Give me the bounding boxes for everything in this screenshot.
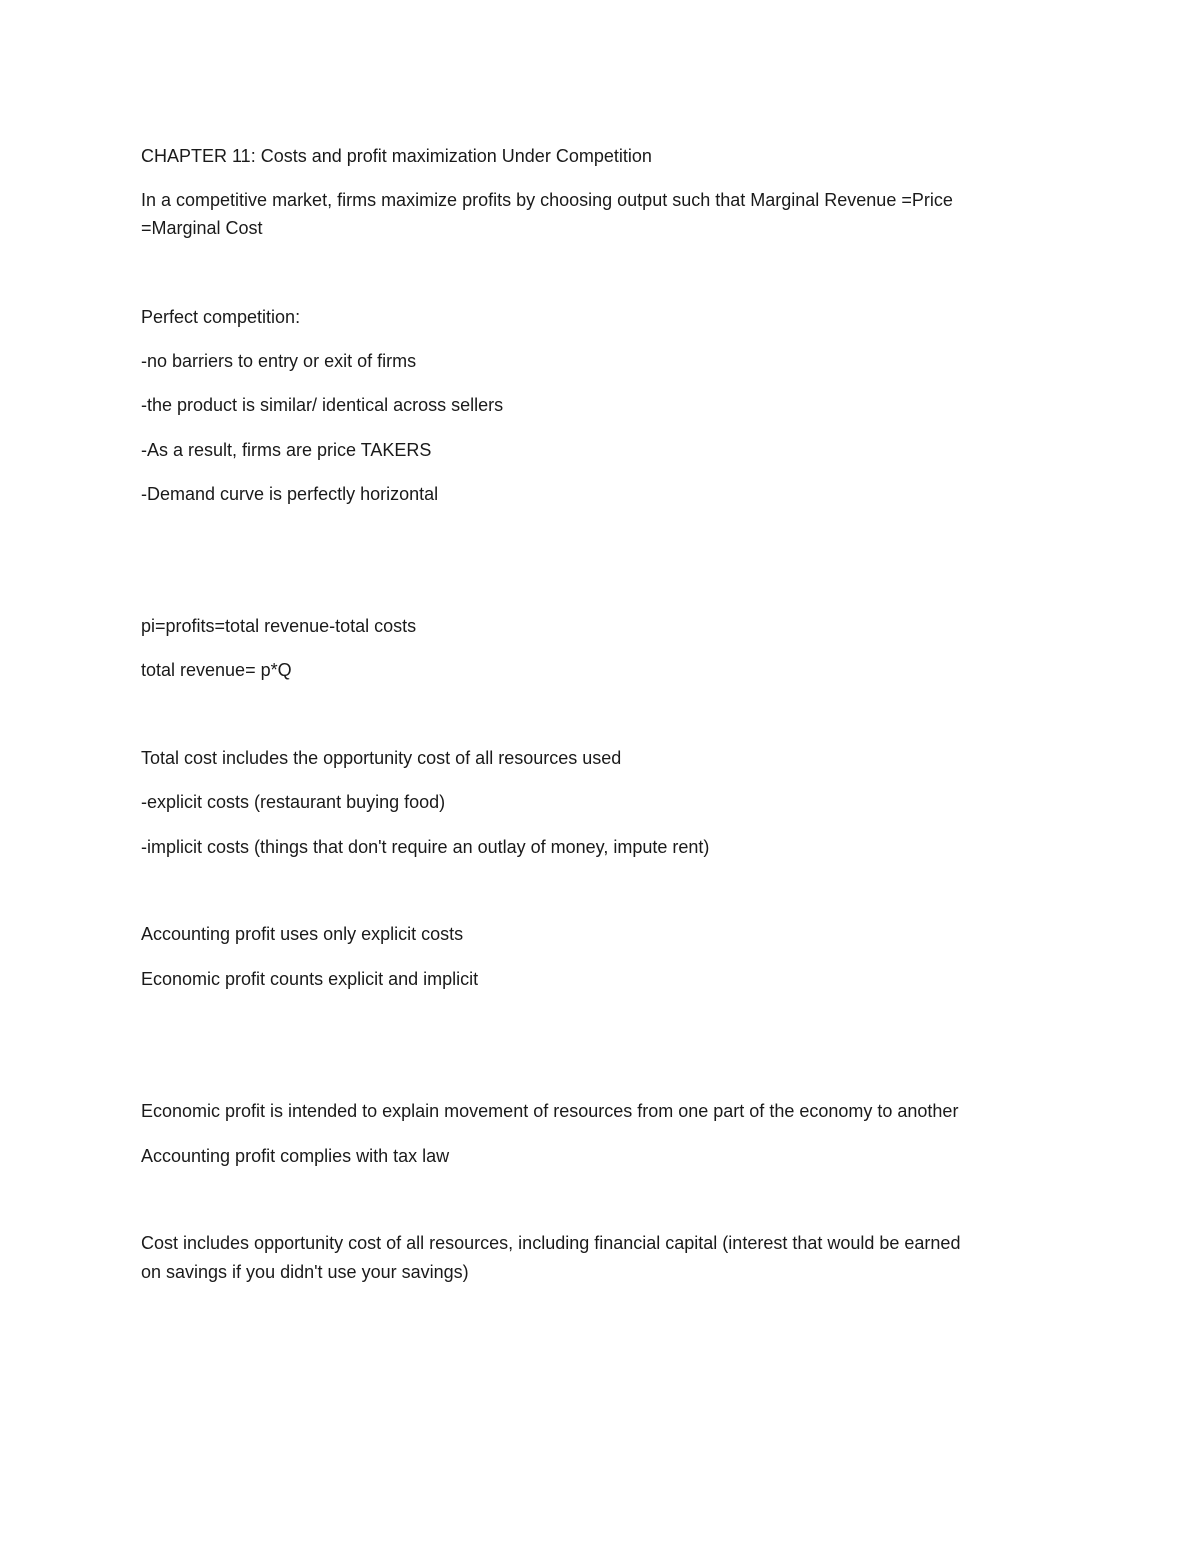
intro-line-2: =Marginal Cost xyxy=(141,218,263,238)
list-item: -no barriers to entry or exit of firms xyxy=(141,351,417,371)
chapter-title: CHAPTER 11: Costs and profit maximization Under Competition xyxy=(141,146,652,166)
total-cost-heading: Total cost includes the opportunity cost of all resources used xyxy=(141,748,622,768)
revenue-formula: total revenue= p*Q xyxy=(141,660,292,680)
accounting-profit-definition: Accounting profit uses only explicit costs xyxy=(141,924,464,944)
profit-formula: pi=profits=total revenue-total costs xyxy=(141,616,417,636)
economic-profit-purpose: Economic profit is intended to explain movement of resources from one part of the economy to another xyxy=(141,1101,959,1121)
list-item: -As a result, firms are price TAKERS xyxy=(141,440,432,460)
cost-note-line-2: on savings if you didn't use your savings) xyxy=(141,1262,469,1282)
accounting-profit-purpose: Accounting profit complies with tax law xyxy=(141,1146,450,1166)
cost-note-line-1: Cost includes opportunity cost of all resources, including financial capital (interest that would be earned xyxy=(141,1233,961,1253)
list-item: -explicit costs (restaurant buying food) xyxy=(141,792,446,812)
list-item: -implicit costs (things that don't require an outlay of money, impute rent) xyxy=(141,837,710,857)
list-item: -Demand curve is perfectly horizontal xyxy=(141,484,439,504)
perfect-competition-heading: Perfect competition: xyxy=(141,307,301,327)
economic-profit-definition: Economic profit counts explicit and implicit xyxy=(141,969,479,989)
list-item: -the product is similar/ identical across sellers xyxy=(141,395,504,415)
intro-line-1: In a competitive market, firms maximize profits by choosing output such that Marginal Revenue =Price xyxy=(141,190,953,210)
